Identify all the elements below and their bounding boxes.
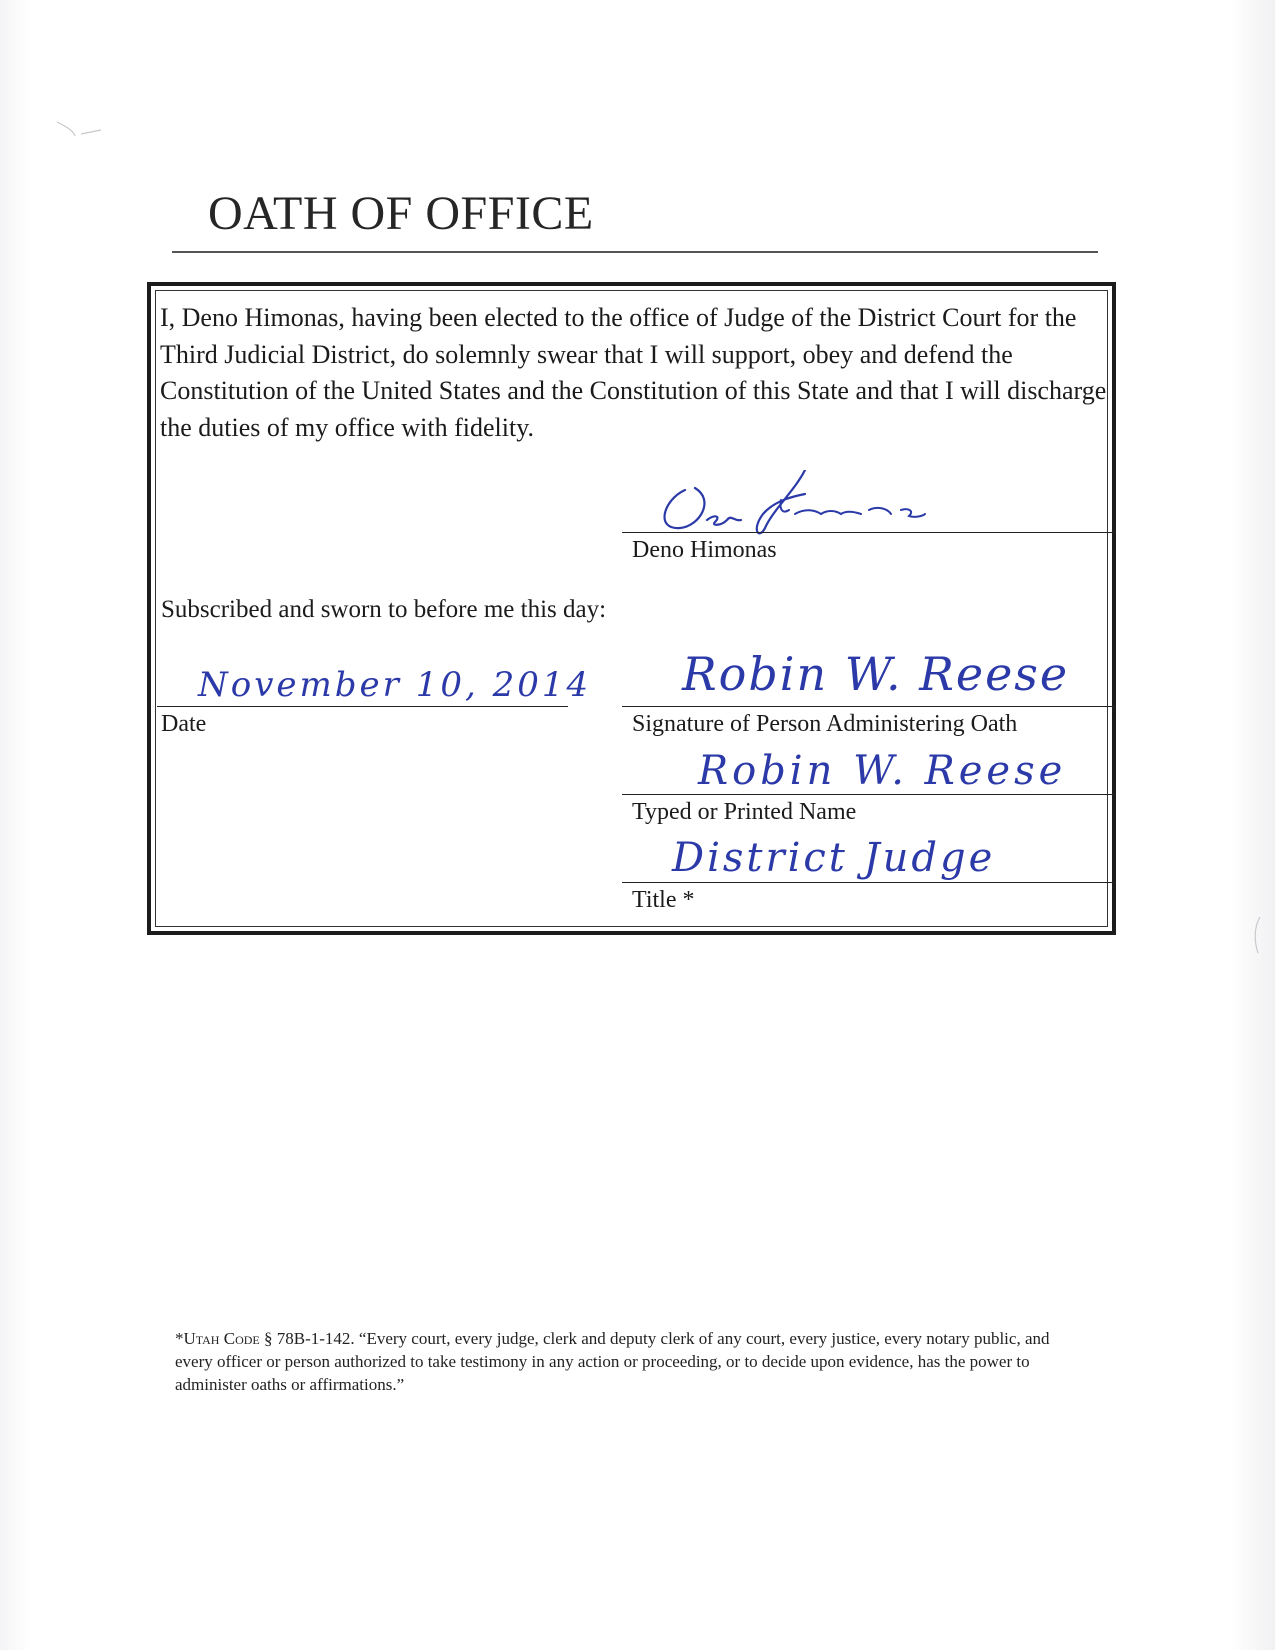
typed-name-label: Typed or Printed Name xyxy=(632,799,857,825)
title-underline xyxy=(172,251,1098,253)
footnote xyxy=(175,1327,1075,1396)
administrator-handwritten-title: District Judge xyxy=(672,835,996,881)
administrator-signature: Robin W. Reese xyxy=(682,647,1070,701)
oath-taker-printed-name: Deno Himonas xyxy=(632,537,777,563)
title-label: Title * xyxy=(632,887,695,913)
footnote-code-label: Utah Code xyxy=(183,1329,260,1348)
oath-taker-signature-line xyxy=(622,532,1115,533)
administrator-signature-label: Signature of Person Administering Oath xyxy=(632,711,1018,737)
footnote-quote: “Every court, every judge, clerk and deputy clerk of any court, every justice, every notary public, and every officer or person authorized to take testimony in any action or proceeding, or to decide upon evidence, has the power to administer oaths or affirmations.” xyxy=(175,1329,1050,1394)
oath-taker-signature-graphic xyxy=(655,470,935,540)
handwritten-date: November 10, 2014 xyxy=(198,665,592,705)
typed-name-line xyxy=(622,794,1115,795)
oath-statement: I, Deno Himonas, having been elected to the office of Judge of the District Court for the Third Judicial District, do solemnly swear that I will support, obey and defend the Constitution of the United States and the Constitution of this State and that I will discharge the duties of my office with fidelity. xyxy=(160,303,1107,442)
date-line xyxy=(157,706,568,707)
scan-mark xyxy=(1250,915,1262,955)
footnote-citation: § 78B-1-142. xyxy=(263,1329,355,1348)
document-title: OATH OF OFFICE xyxy=(208,187,594,240)
subscribed-sworn-text: Subscribed and sworn to before me this day: xyxy=(161,596,607,623)
date-label: Date xyxy=(161,711,207,737)
title-line xyxy=(622,882,1115,883)
scan-mark xyxy=(55,118,105,143)
administrator-signature-line xyxy=(622,706,1115,707)
footnote-marker: * xyxy=(175,1329,184,1348)
administrator-handwritten-name: Robin W. Reese xyxy=(698,748,1067,794)
oath-taker-signature xyxy=(655,470,935,540)
